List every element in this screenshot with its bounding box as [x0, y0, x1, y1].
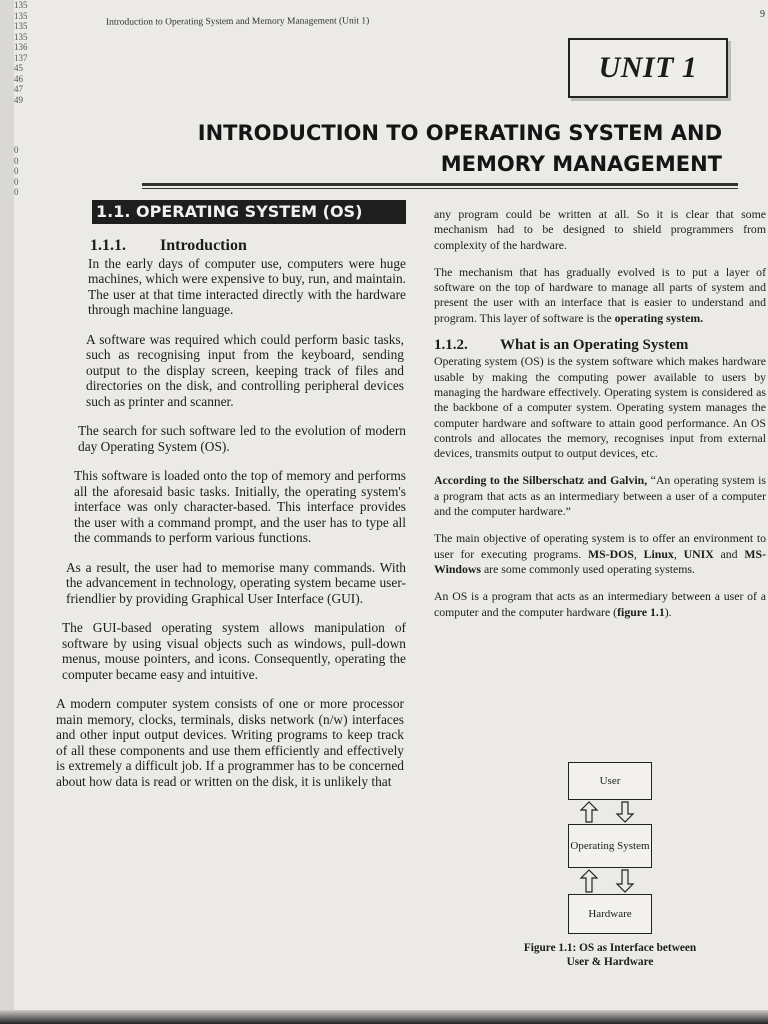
- paragraph-text: The mechanism that has gradually evolved is to put a layer of software on the top of hardware to manage all parts of system and present the user with an interface that is easier to understand and program. This layer of software is the: [434, 264, 766, 325]
- paragraph-text: are some commonly used operating systems.: [481, 561, 695, 576]
- paragraph: [434, 265, 766, 326]
- paragraph: [434, 473, 766, 519]
- double-arrow-icon: [576, 800, 646, 824]
- paragraph: The GUI-based operating system allows manipulation of software by using visual objects such as windows, pull-down menus, mouse pointers, and icons. Consequently, operating the computer became easy and intuitive.: [62, 620, 406, 682]
- edge-number: 137: [14, 52, 28, 63]
- bold-term: UNIX: [683, 546, 714, 561]
- title-rule-thin: [142, 188, 738, 189]
- edge-number: 0: [14, 155, 19, 166]
- chapter-title-line-1: INTRODUCTION TO OPERATING SYSTEM AND: [197, 121, 722, 145]
- diagram-box-operating-system: Operating System: [568, 824, 652, 868]
- double-arrow-icon: [576, 868, 646, 894]
- bold-term: MS-Windows: [434, 546, 766, 576]
- subsection-title: Introduction: [160, 237, 247, 254]
- paragraph-text: An OS is a program that acts as an intermediary between a user of a computer and the computer hardware (: [434, 589, 766, 619]
- subsection-heading-introduction: [90, 238, 410, 254]
- edge-number: 135: [14, 0, 28, 10]
- title-rule-thick: [142, 183, 738, 186]
- paragraph: [434, 589, 766, 620]
- bold-term: According to the Silberschatz and Galvin,: [434, 473, 648, 488]
- separator: ,: [673, 546, 684, 561]
- bold-term: Linux: [643, 546, 674, 561]
- subsection-number: 1.1.2.: [434, 337, 468, 354]
- edge-number: 135: [14, 21, 28, 31]
- running-header: Introduction to Operating System and Memory Management (Unit 1): [105, 16, 370, 28]
- edge-number: 0: [14, 145, 19, 155]
- figure-os-interface-diagram: [552, 760, 672, 940]
- chapter-title-line-2: MEMORY MANAGEMENT: [440, 152, 722, 176]
- paragraph-text: “An operating system is a program that acts as an intermediary between a user of a computer and the computer hardware.”: [434, 473, 766, 519]
- paragraph: As a result, the user had to memorise many commands. With the advancement in technology, operating system became user-friendlier by providing Graphical User Interface (GUI).: [66, 559, 406, 606]
- subsection-number: 1.1.1.: [90, 237, 126, 254]
- right-column: [434, 207, 766, 632]
- paragraph: A software was required which could perform basic tasks, such as recognising input from the keyboard, sending output to the display screen, keeping track of files and directories on the disk, and controlling peripheral devices such as printer and scanner.: [86, 331, 404, 409]
- paragraph: Operating system (OS) is the system software which makes hardware usable by making the computing power available to users by managing the hardware effectively. Operating system is considered as the backbone of a computer system. Operating system manages the computer hardware and software to attain good performance. An OS controls and allocates the memory, recognises input from external devices, transmits output to output devices, etc.: [434, 354, 766, 461]
- paragraph: The search for such software led to the evolution of modern day Operating System (OS).: [78, 423, 406, 454]
- figure-caption-line: Figure 1.1: OS as Interface between: [523, 942, 697, 954]
- figure-caption: [500, 941, 720, 969]
- paragraph: In the early days of computer use, computers were huge machines, which were expensive to buy, run, and maintain. The user at that time interacted directly with the hardware through machine language.: [88, 255, 406, 317]
- edge-number: 47: [14, 84, 23, 94]
- diagram-box-user: User: [568, 762, 652, 800]
- edge-number: 135: [14, 10, 28, 21]
- edge-number: 0: [14, 166, 19, 176]
- paragraph: any program could be written at all. So it is clear that some mechanism had to be designed to shield programmers from complexity of the hardware.: [434, 207, 766, 252]
- bold-term: MS-DOS: [587, 546, 634, 561]
- edge-number: 136: [14, 42, 28, 52]
- edge-number: 135: [14, 31, 28, 42]
- bold-term: operating system.: [614, 310, 704, 325]
- paragraph: This software is loaded onto the top of memory and performs all the aforesaid basic tasks. Initially, the operating system's interface was only character-based. This interface provides the user with a command prompt, and the user has to type all the commands to perform various functions.: [74, 468, 406, 545]
- diagram-box-hardware: Hardware: [568, 894, 652, 934]
- subsection-title: What is an Operating System: [500, 337, 689, 354]
- figure-caption-line: User & Hardware: [566, 956, 654, 968]
- chapter-title: [198, 118, 722, 180]
- section-heading: 1.1. OPERATING SYSTEM (OS): [92, 200, 406, 224]
- page-bottom-shadow: [0, 1010, 768, 1024]
- paragraph-text: ).: [664, 604, 672, 619]
- subsection-heading-what-is-os: [434, 338, 766, 353]
- separator: ,: [633, 546, 644, 561]
- edge-number: 49: [14, 94, 23, 105]
- edge-number: 0: [14, 187, 19, 197]
- figure-reference: figure 1.1: [617, 604, 665, 619]
- edge-number: 0: [14, 176, 19, 187]
- paragraph-text: The main objective of operating system is to offer an environment to user for executing programs.: [434, 531, 766, 561]
- page-number: 9: [760, 9, 765, 20]
- book-page: [14, 0, 768, 1024]
- adjacent-page-edge-numbers: [14, 0, 30, 240]
- separator: and: [713, 546, 745, 561]
- unit-label-box: [568, 38, 728, 98]
- unit-label: UNIT 1: [598, 51, 698, 84]
- paragraph: A modern computer system consists of one or more processor main memory, clocks, terminals, disks network (n/w) interfaces and other input output devices. Writing programs to keep track of all these components and use them efficiently and effectively is extremely a difficult job. If a programmer has to be concerned about how data is read or written on the disk, it is unlikely that: [56, 696, 404, 789]
- left-column: [54, 200, 410, 803]
- edge-number: 46: [14, 73, 23, 84]
- paragraph: [434, 531, 766, 577]
- edge-number: 45: [14, 63, 23, 73]
